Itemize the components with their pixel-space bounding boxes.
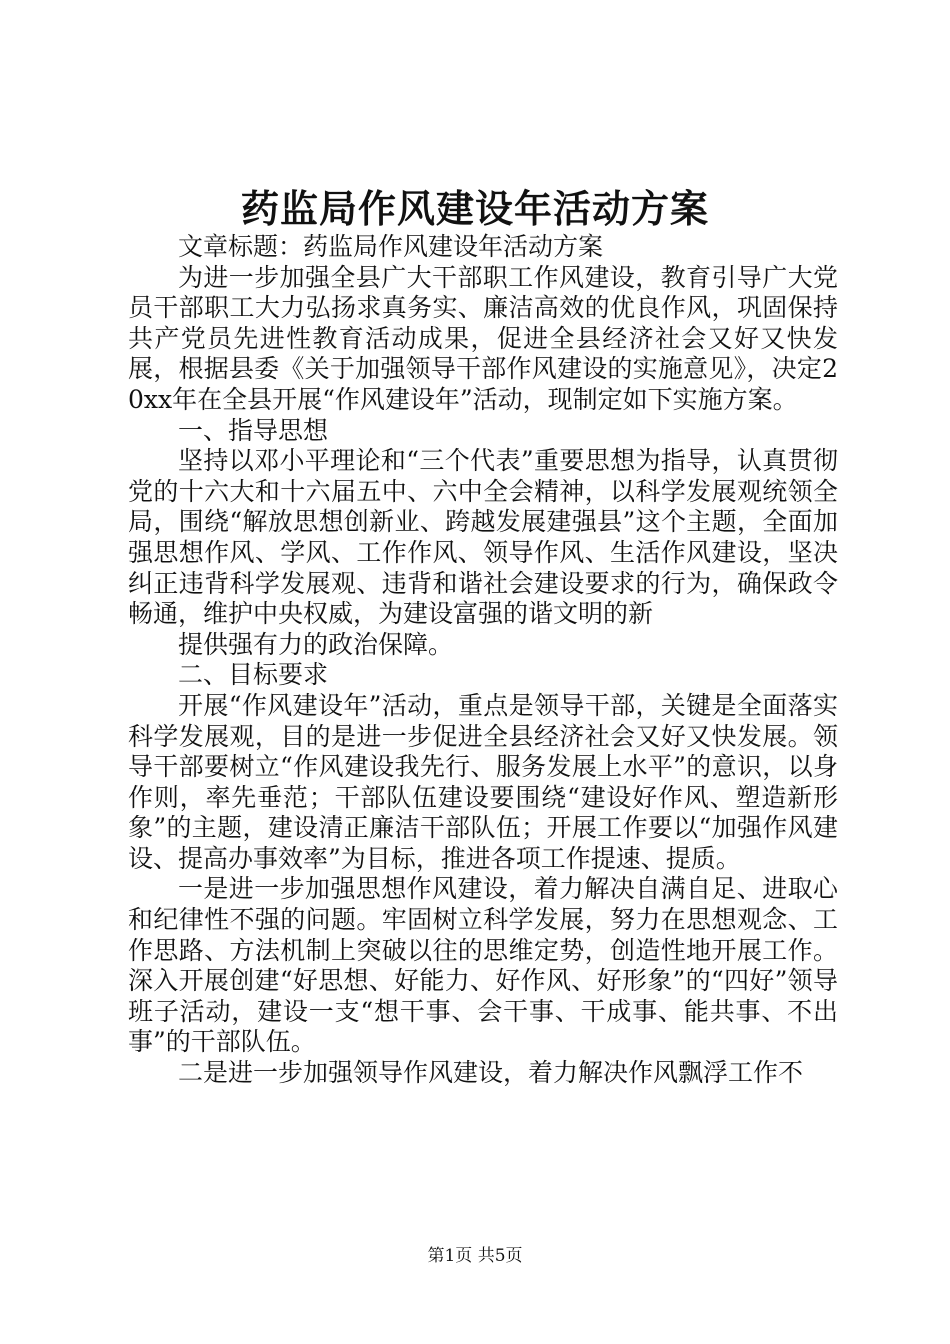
section-heading-guiding-ideology: 一、指导思想: [178, 415, 329, 445]
guiding-ideology-paragraph: 坚持以邓小平理论和“三个代表”重要思想为指导，认真贯彻党的十六大和十六届五中、六中全会精神，以科学发展观统领全局，围绕“解放思想创新业、跨越发展建强县”这个主题，全面加强思想作风、学风、工作作风、领导作风、生活作风建设，坚决纠正违背科学发展观、违背和谐社会建设要求的行为，确保政令畅通，维护中央权威，为建设富强的谐文明的新: [128, 446, 838, 629]
intro-paragraph: 为进一步加强全县广大干部职工作风建设，教育引导广大党员干部职工大力弘扬求真务实、廉洁高效的优良作风，巩固保持共产党员先进性教育活动成果，促进全县经济社会又好又快发展，根据县委《关于加强领导干部作风建设的实施意见》，决定20xx年在全县开展“作风建设年”活动，现制定如下实施方案。: [128, 262, 838, 414]
section-heading-goals: 二、目标要求: [178, 660, 329, 690]
point-one-paragraph: 一是进一步加强思想作风建设，着力解决自满自足、进取心和纪律性不强的问题。牢固树立科学发展，努力在思想观念、工作思路、方法机制上突破以往的思维定势，创造性地开展工作。深入开展创建“好思想、好能力、好作风、好形象”的“四好”领导班子活动，建设一支“想干事、会干事、干成事、能共事、不出事”的干部队伍。: [128, 874, 838, 1057]
point-two-paragraph: 二是进一步加强领导作风建设，着力解决作风飘浮工作不: [178, 1058, 804, 1088]
document-title: 药监局作风建设年活动方案: [240, 186, 709, 231]
goals-paragraph: 开展“作风建设年”活动，重点是领导干部，关键是全面落实科学发展观，目的是进一步促进全县经济社会又好又快发展。领导干部要树立“作风建设我先行、服务发展上水平”的意识，以身作则，率先垂范；干部队伍建设要围绕“建设好作风、塑造新形象”的主题，建设清正廉洁干部队伍；开展工作要以“加强作风建设、提高办事效率”为目标，推进各项工作提速、提质。: [128, 690, 838, 873]
page-number-footer: 第1页 共5页: [427, 1246, 523, 1266]
article-title-line: 文章标题：药监局作风建设年活动方案: [178, 232, 604, 261]
document-body: [128, 232, 838, 1089]
guarantee-paragraph: 提供强有力的政治保障。: [178, 629, 454, 659]
